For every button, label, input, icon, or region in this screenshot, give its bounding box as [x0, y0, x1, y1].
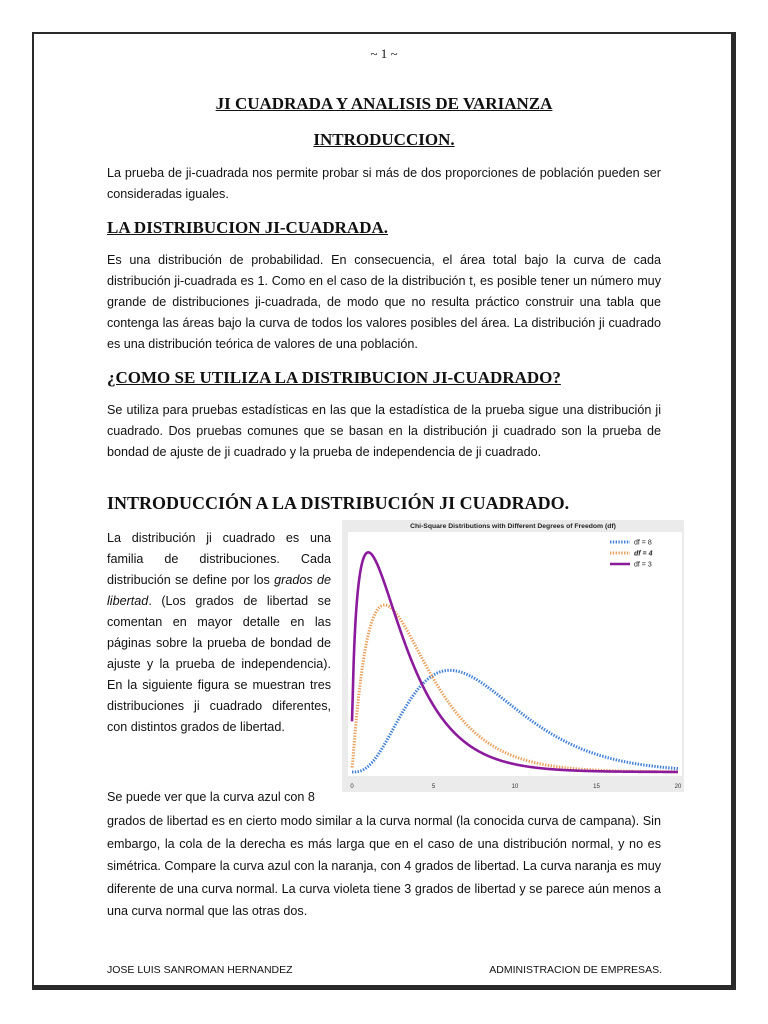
- intro-heading: INTRODUCCION.: [313, 130, 455, 149]
- degrees-of-freedom-italic: grados de libertad: [107, 573, 331, 608]
- chart-title: Chi-Square Distributions with Different Degrees of Freedom (df): [410, 523, 616, 530]
- section-heading-intro-distribution: INTRODUCCIÓN A LA DISTRIBUCIÓN JI CUADRADO.: [107, 493, 570, 513]
- intro-paragraph: La prueba de ji-cuadrada nos permite probar si más de dos proporciones de población pueden ser consideradas iguales.: [107, 166, 661, 201]
- distribution-paragraph: Es una distribución de probabilidad. En consecuencia, el área total bajo la curva de cada distribución ji-cuadrada es 1. Como en el caso de la distribución t, es posible tener un número muy grande de distribuciones ji-cuadrada, de modo que no resulta práctico construir una tabla que contenga las áreas bajo la curva de todos los valores posibles del área. La distribución ji cuadrado es una distribución teórica de valores de una población.: [107, 253, 661, 351]
- x-tick-label: 15: [593, 784, 600, 790]
- document-title: JI CUADRADA Y ANALISIS DE VARIANZA: [215, 94, 553, 113]
- usage-paragraph: Se utiliza para pruebas estadísticas en las que la estadística de la prueba sigue una distribución ji cuadrado. Dos pruebas comunes que se basan en la distribución ji cuadrado son la prueba de bondad de ajuste de ji cuadrado y la prueba de independencia de ji cuadrado.: [107, 403, 661, 459]
- section-heading-distribution: LA DISTRIBUCION JI-CUADRADA.: [107, 218, 389, 237]
- left-text-after: . (Los grados de libertad se comentan en mayor detalle en las páginas sobre la prueba de bondad de ajuste y la prueba de independencia). En la siguiente figura se muestran tres distribuciones ji cuadrado diferentes, con distintos grados de libertad.: [107, 594, 331, 734]
- page-number: ~ 1 ~: [370, 46, 398, 61]
- x-tick-label: 0: [350, 784, 354, 790]
- left-column-paragraph: [107, 528, 331, 738]
- legend-label-df-3: df = 3: [634, 561, 652, 569]
- legend-label-df-4: df = 4: [634, 550, 653, 558]
- footer-author: JOSE LUIS SANROMAN HERNANDEZ: [107, 964, 293, 976]
- chi-square-chart: [342, 520, 684, 792]
- x-tick-label: 20: [674, 784, 682, 790]
- left-text-before: La distribución ji cuadrado es una familia de distribuciones. Cada distribución se define por los: [107, 531, 331, 587]
- plot-area: [348, 532, 682, 776]
- x-tick-label: 10: [511, 784, 519, 790]
- x-tick-label: 5: [431, 784, 436, 790]
- bottom-paragraph-first-line: Se puede ver que la curva azul con 8: [107, 790, 315, 804]
- bottom-paragraph: grados de libertad es en cierto modo similar a la curva normal (la conocida curva de campana). Sin embargo, la cola de la derecha es más larga que en el caso de una distribución normal, y no es simétrica. Compare la curva azul con la naranja, con 4 grados de libertad. La curva naranja es muy diferente de una curva normal. La curva violeta tiene 3 grados de libertad y se parece aún menos a una curva normal que las otras dos.: [107, 814, 661, 919]
- section-heading-usage: ¿COMO SE UTILIZA LA DISTRIBUCION JI-CUADRADO?: [107, 368, 561, 387]
- legend-label-df-8: df = 8: [634, 539, 652, 547]
- footer-program: ADMINISTRACION DE EMPRESAS.: [489, 964, 662, 976]
